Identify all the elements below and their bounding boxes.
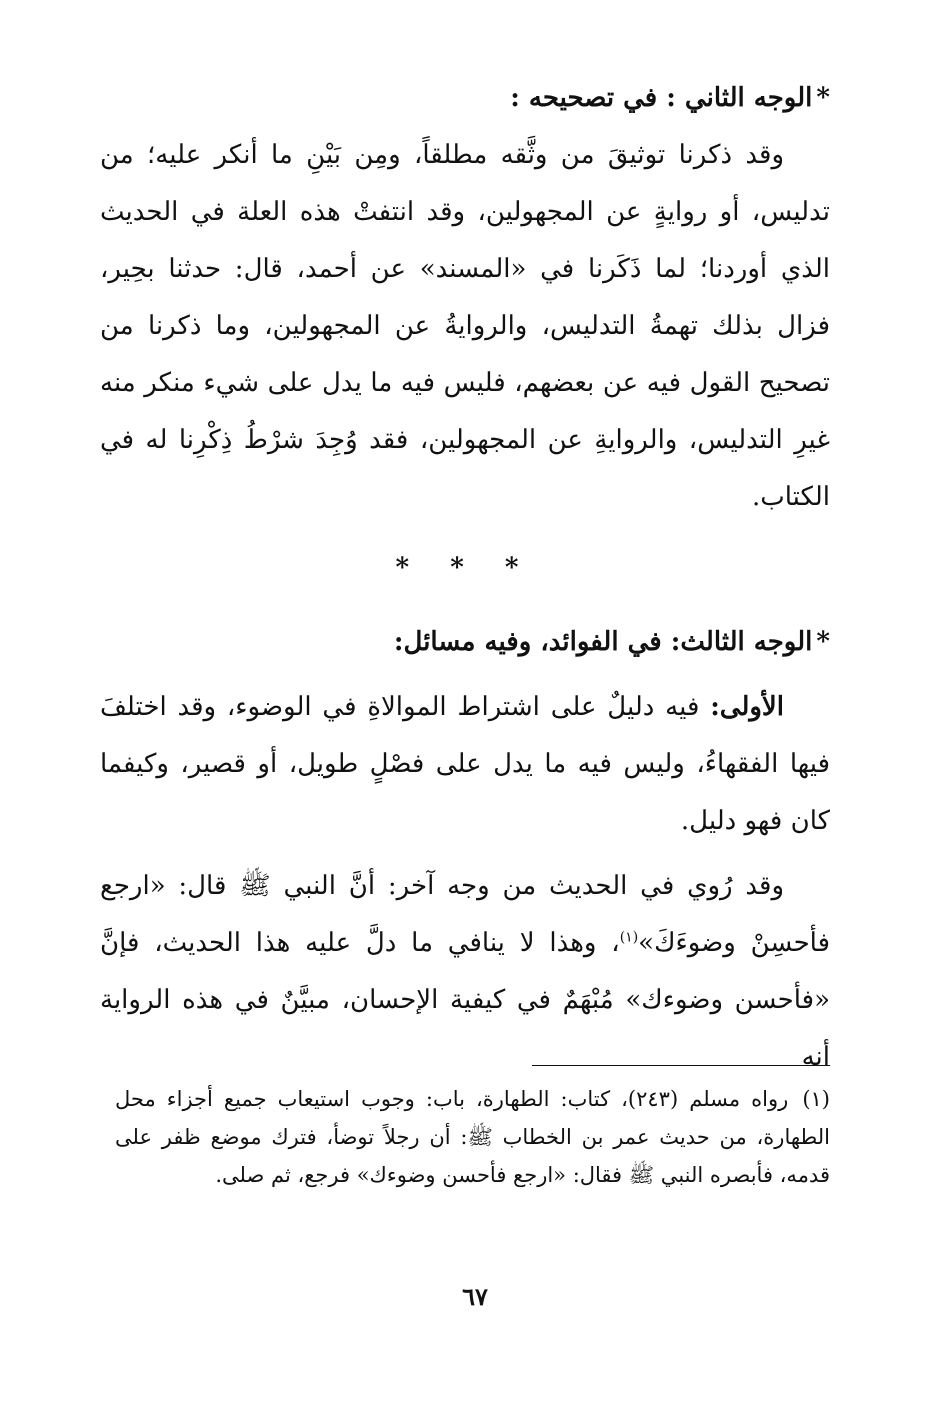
page-body	[100, 70, 830, 1086]
second-paragraph-text-b: ، وهذا لا ينافي ما دلَّ عليه هذا الحديث، فإنَّ «فأحسن وضوءك» مُبْهَمٌ في كيفية الإحسان، مبيَّنٌ في هذه الرواية أنه	[100, 928, 830, 1072]
second-paragraph-text-a: وقد رُوي في الحديث من وجه آخر: أنَّ النبي ﷺ قال: «ارجع فأحسِنْ وضوءَكَ»	[100, 871, 830, 958]
section-2-heading-text: الوجه الثاني : في تصحيحه :	[510, 83, 813, 113]
footnote-number: (١)	[802, 1087, 830, 1111]
first-issue-paragraph	[100, 679, 830, 850]
section-3-heading-text: الوجه الثالث: في الفوائد، وفيه مسائل:	[393, 627, 813, 657]
section-separator: * * *	[395, 553, 535, 583]
first-issue-text: فيه دليلٌ على اشتراط الموالاةِ في الوضوء، وقد اختلفَ فيها الفقهاءُ، وليس فيه ما يدل على فصْلٍ طويل، أو قصير، وكيفما كان فهو دليل.	[100, 692, 830, 836]
second-paragraph	[100, 858, 830, 1086]
star-bullet-icon: *	[816, 83, 830, 113]
star-bullet-icon: *	[816, 627, 830, 657]
page-number: ٦٧	[462, 1282, 488, 1311]
section-2-heading	[100, 70, 830, 127]
section-3-heading	[100, 614, 830, 671]
first-issue-lead: الأولى:	[710, 692, 784, 722]
section-2-paragraph: وقد ذكرنا توثيقَ من وثَّقه مطلقاً، ومِن بَيْنِ ما أنكر عليه؛ من تدليس، أو روايةٍ عن المجهولين، وقد انتفتْ هذه العلة في الحديث الذي أوردنا؛ لما ذَكَرنا في «المسند» عن أحمد، قال: حدثنا بحِير، فزال بذلك تهمةُ التدليس، والروايةُ عن المجهولين، وما ذكرنا من تصحيح القول فيه عن بعضهم، فليس فيه ما يدل على شيء منكر منه غيرِ التدليس، والروايةِ عن المجهولين، فقد وُجِدَ شرْطُ ذِكْرِنا له في الكتاب.	[100, 140, 830, 512]
footnote-divider	[532, 1065, 830, 1066]
footnote-block	[115, 1080, 830, 1194]
footnote-reference[interactable]: (١)	[619, 929, 639, 946]
footnote-text: رواه مسلم (٢٤٣)، كتاب: الطهارة، باب: وجوب استيعاب جميع أجزاء محل الطهارة، من حديث عمر بن الخطاب ﷺ: أن رجلاً توضأ، فترك موضع ظفر على قدمه، فأبصره النبي ﷺ فقال: «ارجع فأحسن وضوءك» فرجع، ثم صلى.	[115, 1087, 830, 1187]
